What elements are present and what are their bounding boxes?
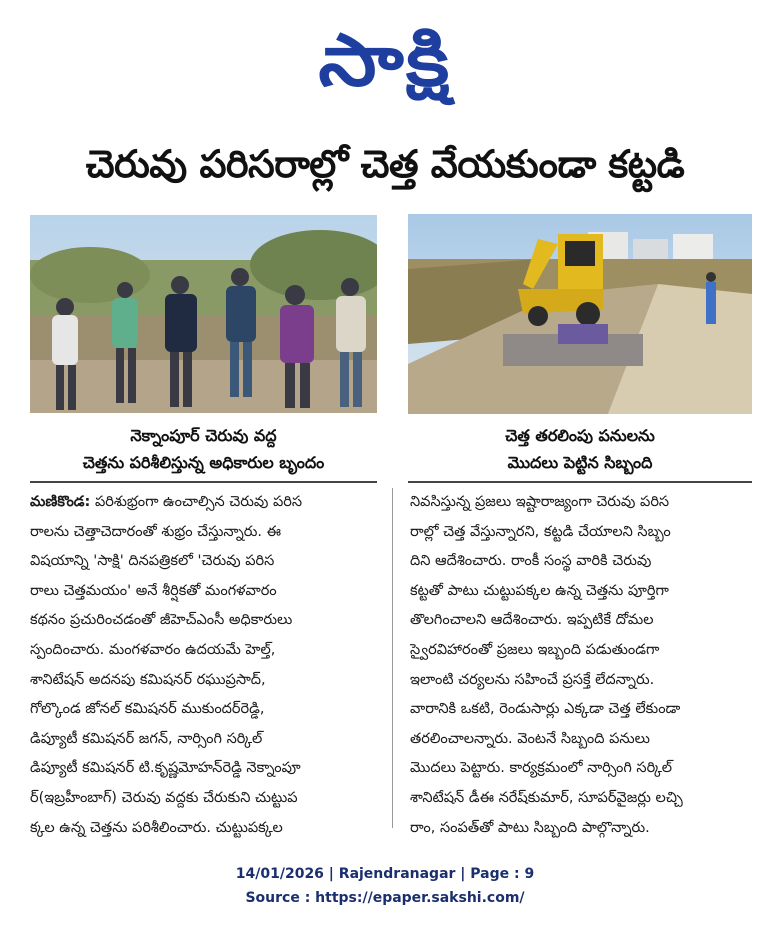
body-line: శానిటేషన్ డీఈ నరేష్‌కుమార్, సూపర్‌వైజర్లు లచ్చి xyxy=(410,789,683,806)
article-body-left-column xyxy=(30,488,380,843)
right-photo-caption xyxy=(408,422,752,476)
body-line: స్పందించారు. మంగళవారం ఉదయమే హెల్త్, xyxy=(30,641,276,658)
body-line: స్వైరవిహారంతో ప్రజలు ఇబ్బంది పడుతుండగా xyxy=(410,641,660,658)
body-line xyxy=(30,488,380,518)
body-line: డిప్యూటీ కమిషనర్ జగన్, నార్సింగి సర్కిల్ xyxy=(30,730,263,747)
body-line: దిని ఆదేశించారు. రాంకీ సంస్థ వారికి చెరువు xyxy=(410,553,652,570)
body-line: తరలించాలన్నారు. వెంటనే సిబ్బంది పనులు xyxy=(410,730,650,747)
excavator-cleanup-photo xyxy=(408,214,752,414)
left-caption-line-1: నెక్నాంపూర్ చెరువు వద్ద xyxy=(130,426,277,445)
body-line: కథనం ప్రచురించడంతో జీహెచ్ఎంసీ అధికారులు xyxy=(30,612,293,629)
article-body-right-column xyxy=(410,488,752,843)
body-line: నివసిస్తున్న ప్రజలు ఇష్టారాజ్యంగా చెరువు పరిస xyxy=(410,494,670,510)
right-caption-line-2: మొదలు పెట్టిన సిబ్బంది xyxy=(507,453,653,472)
body-line: మొదలు పెట్టారు. కార్యక్రమంలో నార్సింగి సర్కిల్ xyxy=(410,760,673,777)
body-line-text: పరిశుభ్రంగా ఉంచాల్సిన చెరువు పరిస xyxy=(94,494,303,510)
body-line: కట్టతో పాటు చుట్టుపక్కల ఉన్న చెత్తను పూర్తిగా xyxy=(410,582,669,599)
body-line: రాలను చెత్తాచెదారంతో శుభ్రం చేస్తున్నారు. ఈ xyxy=(30,523,282,540)
body-line: ర్(ఇబ్రహీంబాగ్) చెరువు వద్దకు చేరుకుని చుట్టుప xyxy=(30,789,298,806)
logo-text: సాక్షి xyxy=(318,18,452,102)
left-caption-rule xyxy=(30,481,377,483)
body-line: శానిటేషన్ అదనపు కమిషనర్ రఘుప్రసాద్, xyxy=(30,671,266,688)
body-line: వారానికి ఒకటి, రెండుసార్లు ఎక్కడా చెత్త లేకుండా xyxy=(410,701,681,718)
body-line: రాం, సంపత్‌తో పాటు సిబ్బంది పాల్గొన్నారు. xyxy=(410,819,650,836)
body-line: రాలు చెత్తమయం' అనే శీర్షికతో మంగళవారం xyxy=(30,582,277,599)
body-line: విషయాన్ని 'సాక్షి' దినపత్రికలో 'చెరువు పరిస xyxy=(30,553,275,570)
right-caption-rule xyxy=(408,481,752,483)
article-headline: చెరువు పరిసరాల్లో చెత్త వేయకుండా కట్టడి xyxy=(85,142,685,186)
body-line: డిప్యూటీ కమిషనర్ టి.కృష్ణమోహన్‌రెడ్డి నెక్నాంపూ xyxy=(30,760,301,777)
dateline: మణికొండ: xyxy=(30,494,91,510)
body-line: రాల్లో చెత్త వేస్తున్నారని, కట్టడి చేయాలని సిబ్బం xyxy=(410,523,671,540)
body-line: గోల్కొండ జోనల్ కమిషనర్ ముకుందర్‌రెడ్డి, xyxy=(30,701,265,718)
body-line: క్కల ఉన్న చెత్తను పరిశీలించారు. చుట్టుపక్కల xyxy=(30,819,283,836)
masthead-logo xyxy=(0,10,770,110)
body-line: తొలగించాలని ఆదేశించారు. ఇప్పటికే దోమల xyxy=(410,612,654,629)
officials-inspection-photo xyxy=(30,215,377,413)
footer-source-link[interactable]: Source : https://epaper.sakshi.com/ xyxy=(245,890,525,906)
left-caption-line-2: చెత్తను పరిశీలిస్తున్న అధికారుల బృందం xyxy=(82,453,325,472)
footer-date-edition-page: 14/01/2026 | Rajendranagar | Page : 9 xyxy=(235,866,535,882)
body-line: ఇలాంటి చర్యలను సహించే ప్రసక్తే లేదన్నారు. xyxy=(410,671,655,688)
right-caption-line-1: చెత్త తరలింపు పనులను xyxy=(505,426,655,445)
column-divider xyxy=(392,488,393,828)
left-photo-caption xyxy=(30,422,377,476)
